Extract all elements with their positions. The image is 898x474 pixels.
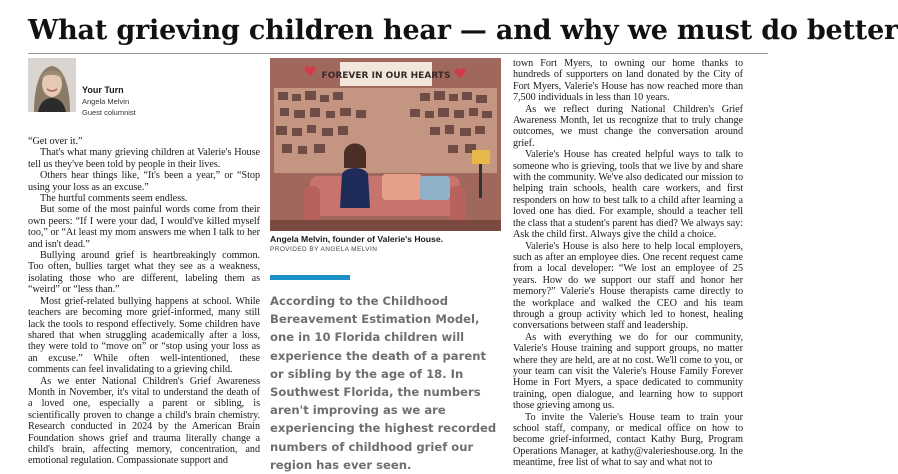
author-name: Angela Melvin	[82, 97, 130, 106]
column-middle	[270, 58, 501, 255]
photo-sign-text: FOREVER IN OUR HEARTS	[321, 71, 451, 81]
byline-label: Your Turn	[82, 85, 124, 95]
feature-photo	[270, 58, 501, 231]
column-right	[513, 58, 743, 469]
headline: What grieving children hear — and why we must do better	[28, 15, 898, 46]
paragraph: Valerie's House is also here to help local employers, such as after an employee dies. One recent request came from a local developer: “We lost an employee of 25 years. How do we support our staff and honor her memory?” Valerie's House therapists came directly to the workplace and walked the CEO and his team through a group activity which led to honest, healing conversations between staff and leadership.	[513, 240, 743, 332]
paragraph: But some of the most painful words come from their own peers: “If I were your dad, I would've killed myself too,” or “At least my mom answers me when I talk to her and isn't dead.”	[28, 204, 260, 250]
paragraph: As we reflect during National Children's Grief Awareness Month, let us recognize that to truly change outcomes, we must change the conversation around grief.	[513, 103, 743, 149]
column-left-text	[28, 136, 260, 467]
paragraph: Others hear things like, “It's been a year,” or “Stop using your loss as an excuse.”	[28, 170, 260, 193]
paragraph: Bullying around grief is heartbreakingly common. Too often, bullies target what they see as a weakness, isolating those who are different, labeling them as “weird” or “less than.”	[28, 250, 260, 296]
paragraph: As with everything we do for our community, Valerie's House training and support groups, no matter where they are held, are at no cost. We'll come to you, or your team can visit the Valerie's House Family Forever Home in Fort Myers, a space dedicated to community training, open dialogue, and learning how to support those grieving among us.	[513, 331, 743, 412]
paragraph: Most grief-related bullying happens at school. While teachers are becoming more grief-informed, many still lack the tools to respond effectively. Some children have shared that when struggling academically after a loss, they were told to “move on” or “stop using your loss as an excuse.” While often well-intentioned, these comments can feel invalidating to a grieving child.	[28, 295, 260, 376]
photo-credit: PROVIDED BY ANGELA MELVIN	[270, 246, 378, 253]
paragraph: That's what many grieving children at Valerie's House tell us they've been told by people in their lives.	[28, 147, 260, 170]
paragraph: As we enter National Children's Grief Awareness Month in November, it's vital to understand the death of a loved one, especially a parent or sibling, is scientifically proven to change a child's brain chemistry. Research conducted in 2024 by the American Brain Foundation shows grief and trauma literally change a child's brain, affecting memory, concentration, and emotional regulation. Compassionate support and	[28, 375, 260, 467]
byline	[28, 58, 260, 128]
pullquote: According to the Childhood Bereavement Estimation Model, one in 10 Florida children will experience the death of a parent or sibling by the age of 18. In Southwest Florida, the numbers aren't improving as we are experiencing the highest recorded numbers of childhood grief our region has ever seen.	[270, 294, 497, 472]
photo-caption: Angela Melvin, founder of Valerie's House.	[270, 234, 444, 244]
headline-rule	[28, 53, 768, 54]
pullquote-accent-bar	[270, 275, 350, 280]
author-headshot	[28, 58, 76, 112]
paragraph: town Fort Myers, to owning our home thanks to hundreds of supporters on land donated by the City of Fort Myers, Valerie's House has now reached more than 7,500 individuals in less than 10 years.	[513, 58, 743, 104]
paragraph: To invite the Valerie's House team to train your school staff, company, or medical office on how to become grief-informed, contact Kathy Burg, Program Operations Manager, at kathy@valerieshouse.org. In the meantime, free list of what to say and what not to	[513, 411, 743, 469]
paragraph: Valerie's House has created helpful ways to talk to someone who is grieving, tools that we live by and share with the community. We've also dedicated our mission to helping train schools, health care workers, and first responders on how to best talk to a child after learning a loved one has died. For example, should a teacher tell the class that a student's parent has died? We always say: Ask the child first. Always give the child a choice.	[513, 149, 743, 241]
paragraph: “Get over it.”	[28, 136, 83, 147]
paragraph: The hurtful comments seem endless.	[40, 193, 188, 205]
photo-caption-block	[270, 234, 501, 255]
column-left	[28, 58, 260, 467]
author-role: Guest columnist	[82, 108, 136, 117]
